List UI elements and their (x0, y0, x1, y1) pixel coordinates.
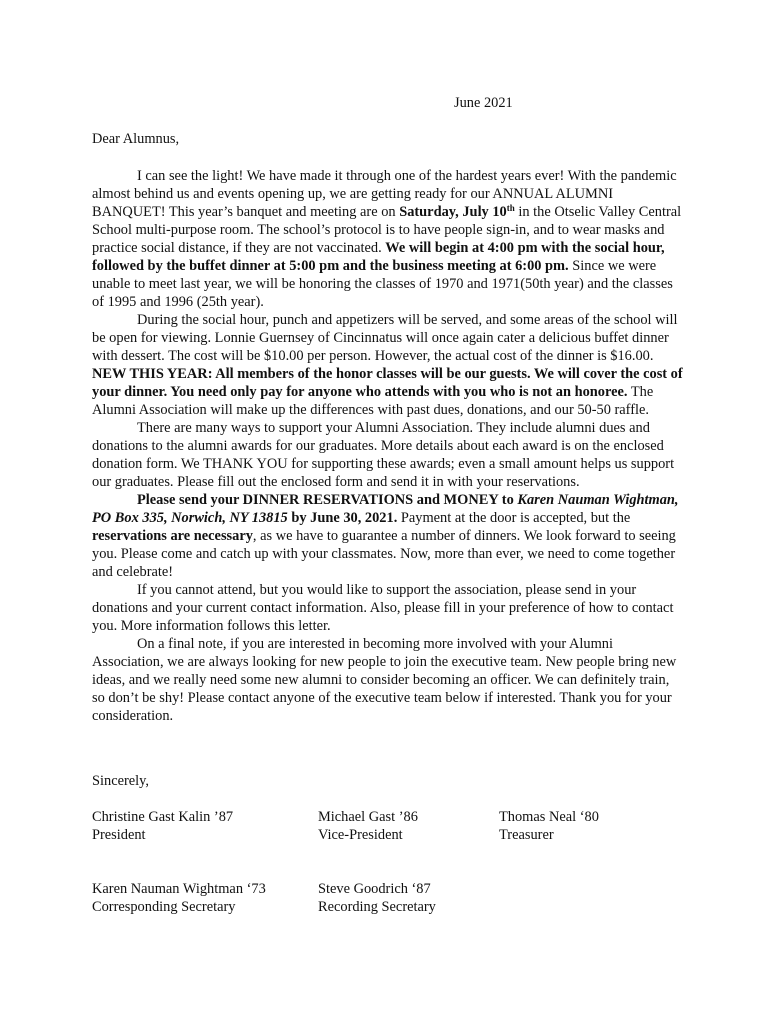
signatory-treasurer (499, 808, 599, 844)
signatory-title: President (92, 827, 146, 843)
signatory-recording-secretary (318, 880, 436, 916)
date-ordinal-suffix: th (506, 203, 515, 213)
signatory-title: Recording Secretary (318, 899, 436, 915)
signatory-vice-president (318, 808, 418, 844)
signatory-name: Steve Goodrich ‘87 (318, 881, 431, 897)
signatory-title: Corresponding Secretary (92, 899, 236, 915)
paragraph-support: There are many ways to support your Alumni Association. They include alumni dues and donations to the alumni awards for our graduates. More details about each award is on the enclosed donation form. We THANK YOU for supporting these awards; even a small amount helps us support our graduates. Please fill out the enclosed form and send it in with your reservations. (92, 420, 675, 490)
paragraph-final-note: On a final note, if you are interested in becoming more involved with your Alumni Association, we are always looking for new people to join the executive team. New people bring new ideas, and we really need some new alumni to consider becoming an officer. We can definitely train, so don’t be shy! Please contact anyone of the executive team below if interested. Thank you for your consideration. (92, 636, 677, 724)
signatory-name: Christine Gast Kalin ’87 (92, 809, 234, 825)
paragraph-banquet-announcement (92, 167, 684, 311)
paragraph-cannot-attend: If you cannot attend, but you would like to support the association, please send in your donations and your current contact information. Also, please fill in your preference of how to contact you. More information follows this letter. (92, 582, 674, 634)
p2-text-c: The Alumni Association will make up the differences with past dues, donations, and our 50-50 raffle. (92, 384, 654, 418)
letter-date: June 2021 (454, 95, 513, 111)
signatory-corresponding-secretary (92, 880, 266, 916)
reservation-address: Karen Nauman Wightman, PO Box 335, Norwich, NY 13815 (92, 492, 679, 526)
banquet-schedule: We will begin at 4:00 pm with the social hour, followed by the buffet dinner at 5:00 pm and the business meeting at 6:00 pm. (92, 240, 665, 274)
reservation-instruction: Please send your DINNER RESERVATIONS and MONEY to (137, 492, 518, 508)
p2-text-a: During the social hour, punch and appetizers will be served, and some areas of the school will be open for viewing. Lonnie Guernsey of Cincinnatus will once again cater a delicious buffet dinner with dessert. The cost will be $10.00 per person. However, the actual cost of the dinner is $16.00. (92, 312, 678, 364)
honoree-notice: NEW THIS YEAR: All members of the honor classes will be our guests. We will cover the cost of your dinner. You need only pay for anyone who attends with you who is not an honoree. (92, 366, 683, 400)
p4-text-f: , as we have to guarantee a number of dinners. We look forward to seeing you. Please come and catch up with your classmates. Now, more than ever, we need to come together and celebrate! (92, 528, 676, 580)
signatory-title: Vice-President (318, 827, 403, 843)
paragraph-reservations (92, 491, 684, 581)
salutation: Dear Alumnus, (92, 131, 180, 147)
signatory-title: Treasurer (499, 827, 554, 843)
p1-text-e: Since we were unable to meet last year, we will be honoring the classes of 1970 and 1971(50th year) and the classes of 1995 and 1996 (25th year). (92, 258, 673, 310)
paragraph-dinner-details (92, 311, 684, 419)
reservations-necessary: reservations are necessary (92, 528, 253, 544)
signatory-name: Thomas Neal ‘80 (499, 809, 599, 825)
p1-text-a: I can see the light! We have made it through one of the hardest years ever! With the pandemic almost behind us and events opening up, we are getting ready for our ANNUAL ALUMNI BANQUET! This year’s banquet and meeting are on (92, 168, 677, 220)
signatory-president (92, 808, 233, 844)
p4-text-d: Payment at the door is accepted, but the (397, 510, 631, 526)
reservation-deadline: by June 30, 2021. (287, 510, 398, 526)
signatory-name: Michael Gast ’86 (318, 809, 418, 825)
signatory-name: Karen Nauman Wightman ‘73 (92, 881, 266, 897)
letter-body (92, 167, 684, 725)
p1-text-c: in the Otselic Valley Central School multi-purpose room. The school’s protocol is to have people sign-in, and to wear masks and practice social distance, if they are not vaccinated. (92, 204, 682, 256)
banquet-date: Saturday, July 10 (399, 204, 507, 220)
closing: Sincerely, (92, 773, 150, 789)
